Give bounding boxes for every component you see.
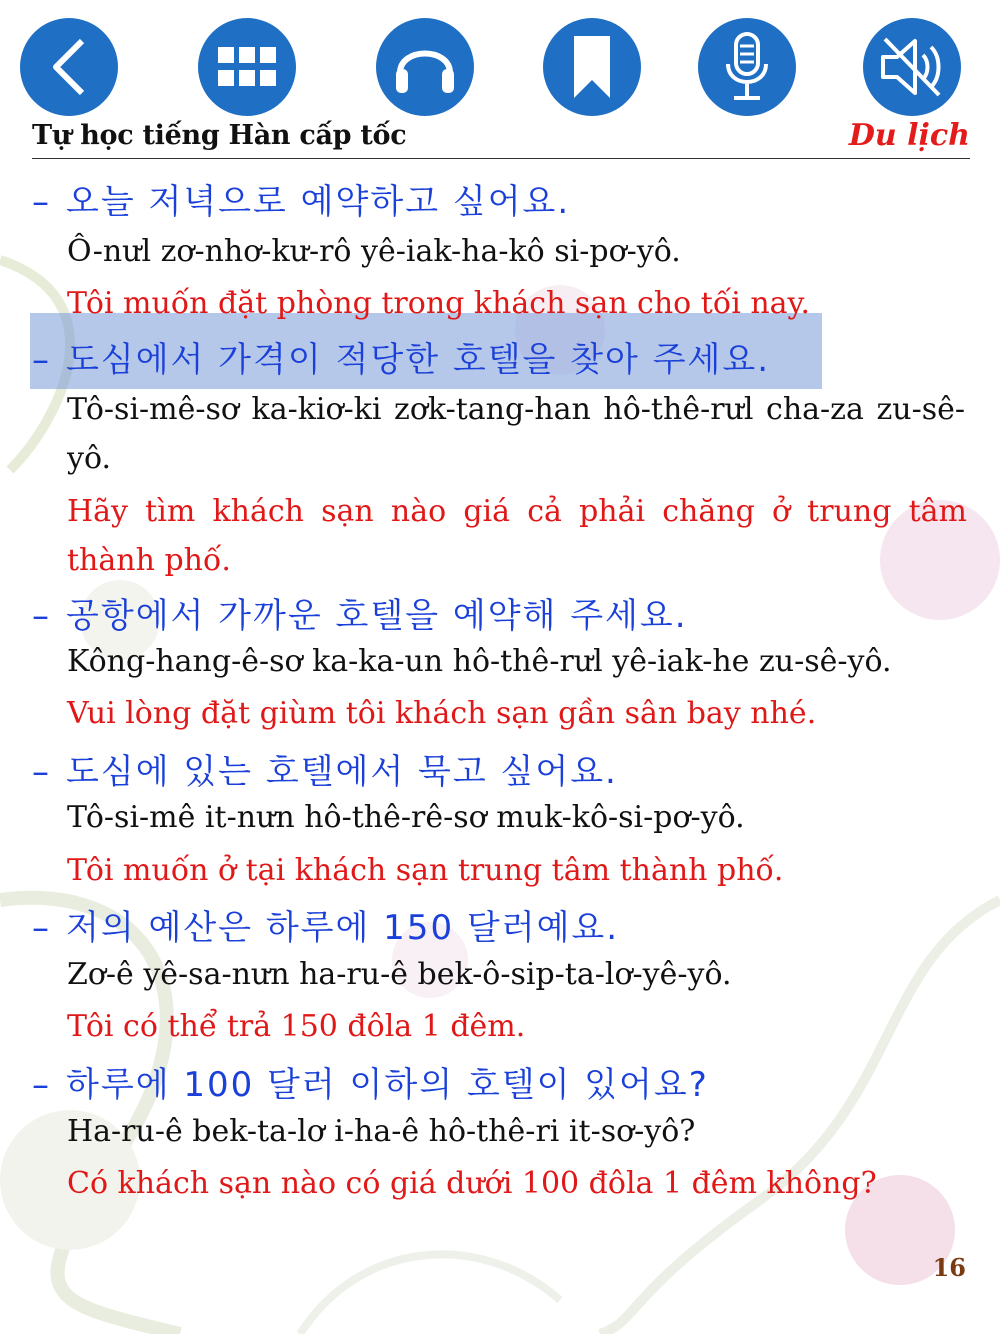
microphone-icon xyxy=(720,32,774,102)
audio-button[interactable] xyxy=(376,18,474,116)
korean-phrase[interactable] xyxy=(32,588,688,637)
phrase-dash: – xyxy=(32,752,51,792)
romanization-text: Ô-nưl zơ-nhơ-kư-rô yê-iak-ha-kô si-pơ-yô. xyxy=(67,234,681,269)
topic-label: Du lịch xyxy=(848,118,970,153)
back-button[interactable] xyxy=(20,18,118,116)
romanization-text: Zơ-ê yê-sa-nưn ha-ru-ê bek-ô-sip-ta-lơ-yê-yô. xyxy=(67,957,732,992)
korean-phrase[interactable] xyxy=(32,900,619,949)
vietnamese-translation: Có khách sạn nào có giá dưới 100 đôla 1 đêm không? xyxy=(67,1166,877,1201)
vietnamese-translation: Tôi muốn đặt phòng trong khách sạn cho tối nay. xyxy=(67,286,811,321)
vietnamese-translation: Tôi có thể trả 150 đôla 1 đêm. xyxy=(67,1009,526,1044)
romanization-text: Tô-si-mê it-nưn hô-thê-rê-sơ muk-kô-si-pơ-yô. xyxy=(67,800,745,835)
mute-button[interactable] xyxy=(863,18,961,116)
korean-text: 도심에서 가격이 적당한 호텔을 찾아 주세요. xyxy=(66,340,771,380)
korean-text: 오늘 저녁으로 예약하고 싶어요. xyxy=(66,182,571,222)
toolbar xyxy=(0,18,1000,118)
page-number: 16 xyxy=(932,1253,966,1282)
bookmark-button[interactable] xyxy=(543,18,641,116)
record-button[interactable] xyxy=(698,18,796,116)
korean-text: 하루에 100 달러 이하의 호텔이 있어요? xyxy=(66,1065,709,1105)
phrase-dash: – xyxy=(32,1065,51,1105)
vietnamese-translation: Hãy tìm khách sạn nào giá cả phải chăng ở trung tâm thành phố. xyxy=(67,494,967,578)
romanization-text: Ha-ru-ê bek-ta-lơ i-ha-ê hô-thê-ri it-sơ-yô? xyxy=(67,1114,696,1149)
korean-phrase[interactable] xyxy=(32,744,618,793)
korean-text: 공항에서 가까운 호텔을 예약해 주세요. xyxy=(66,596,688,636)
vietnamese-translation: Vui lòng đặt giùm tôi khách sạn gần sân bay nhé. xyxy=(67,696,817,731)
korean-phrase[interactable] xyxy=(32,174,570,223)
romanization-text: Kông-hang-ê-sơ ka-ka-un hô-thê-rưl yê-iak-he zu-sê-yô. xyxy=(67,644,892,679)
phrase-dash: – xyxy=(32,596,51,636)
phrase-dash: – xyxy=(32,182,51,222)
back-arrow-icon xyxy=(44,37,94,97)
korean-text: 도심에 있는 호텔에서 묵고 싶어요. xyxy=(66,752,618,792)
vietnamese-translation: Tôi muốn ở tại khách sạn trung tâm thành phố. xyxy=(67,853,784,888)
romanization-text: Tô-si-mê-sơ ka-kiơ-ki zơk-tang-han hô-thê-rưl cha-za zu-sê-yô. xyxy=(67,392,965,476)
phrase-dash: – xyxy=(32,340,51,380)
korean-text: 저의 예산은 하루에 150 달러예요. xyxy=(66,908,620,948)
bookmark-icon xyxy=(570,34,614,100)
korean-phrase[interactable] xyxy=(32,1057,709,1106)
speaker-muted-icon xyxy=(877,35,947,99)
korean-phrase[interactable] xyxy=(32,332,770,381)
headphones-icon xyxy=(392,37,458,97)
book-title: Tự học tiếng Hàn cấp tốc xyxy=(32,120,407,151)
grid-menu-icon xyxy=(216,44,278,90)
phrase-dash: – xyxy=(32,908,51,948)
menu-grid-button[interactable] xyxy=(198,18,296,116)
page-header xyxy=(32,118,970,159)
